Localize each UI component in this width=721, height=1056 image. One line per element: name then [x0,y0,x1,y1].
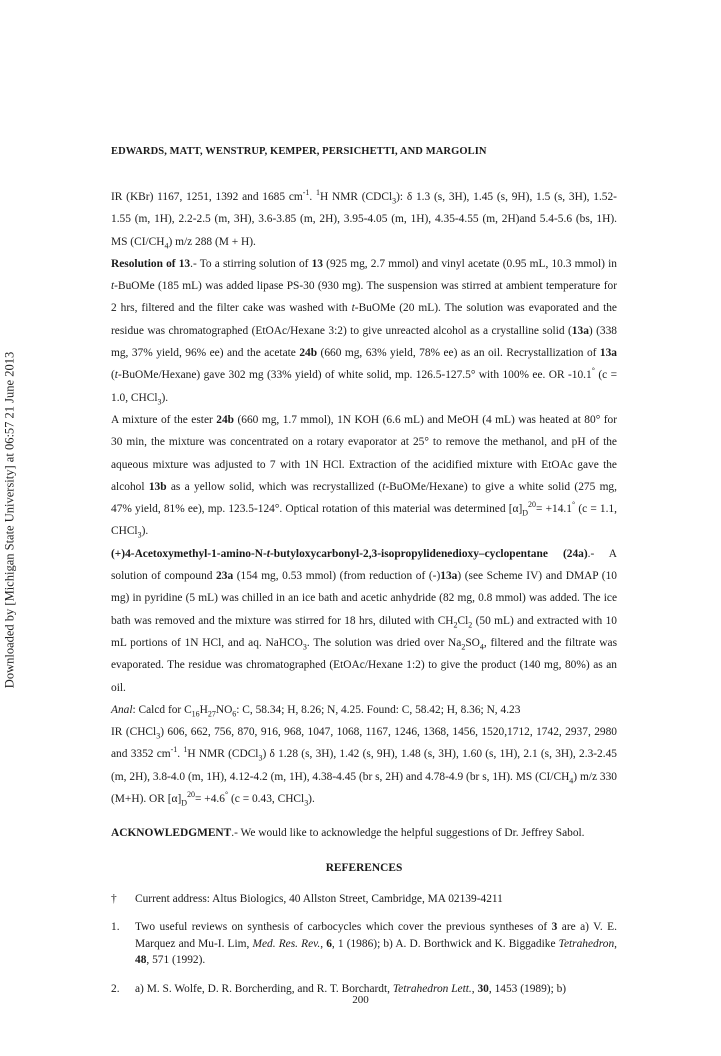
download-watermark [0,240,20,800]
reference-number: 1. [111,921,120,934]
section-heading-acknowledgment: ACKNOWLEDGMENT [111,827,232,840]
paragraph-ir-data-13: IR (KBr) 1167, 1251, 1392 and 1685 $cm^{-1}$. $^1$H NMR (CDCl$_3$): δ 1.3 (s, 3H), 1.45 (s, 9H), 1.5 (s, 3H), 1.52-1.55 (m, 1H), 2.2-2.5 (m, 3H), 3.6-3.85 (m, 2H), 3.95-4.05 (m, 1H), 4.35-4.55 (m, 2H)and 5.4-5.6 (bs, 1H). MS $(CI/CH_4)$ m/z 288 (M + H). [111,188,617,250]
reference-number: 2. [111,982,120,995]
paragraph-ir-data-24a: IR (CHCl$_3$) 606, 662, 756, 870, 916, 968, 1047, 1068, 1167, 1246, 1368, 1456, 1520,1712, 1742, 2937, 2980 and 3352 $cm^{-1}$. $^1$H NMR (CDCl$_3$) δ 1.28 (s, 3H), 1.42 (s, 9H), 1.48 (s, 3H), 1.60 (s, 1H), 2.1 (s, 3H), 2.3-2.45 (m, 2H), 3.8-4.0 (m, 1H), 4.12-4.2 (m, 1H), 4.38-4.45 (br s, 2H) and 4.78-4.9 (br s, 1H). MS $(CI/CH_4)$ m/z 330 (M+H). OR $[\alpha]_D^{20}= +4.6^\circ$ (c = 0.43, CHCl$_3$). [111,726,617,808]
paragraph-compound-24a: (+)4-Acetoxymethyl-1-amino-N-t-butyloxycarbonyl-2,3-isopropylidenedioxy–cyclopentane (24a).- A solution of compound 23a (154 mg, 0.53 mmol) (from reduction of (-)13a) (see Scheme IV) and DMAP (10 mg) in pyridine (5 mL) was chilled in an ice bath and acetic anhydride (82 mg, 0.8 mmol) was added. The ice bath was removed and the mixture was stirred for 18 hrs, diluted with $CH_2Cl_2$ (50 mL) and extracted with 10 mL portions of 1N HCl, and aq. NaHCO$_3$. The solution was dried over $Na_2SO_4$, filtered and the filtrate was evaporated. The residue was chromatographed (EtOAc/Hexane 1:2) to give the product (140 mg, 80%) as an oil. [111,547,617,694]
reference-2: 2. a) M. S. Wolfe, D. R. Borcherding, and R. T. Borchardt, Tetrahedron Lett., 30, 1453 (1989); b) [111,981,617,998]
paragraph-acknowledgment: ACKNOWLEDGMENT.- We would like to acknowledge the helpful suggestions of Dr. Jeffrey Sabol. [111,827,585,840]
article-body [111,186,617,997]
download-watermark-text: Downloaded by [Michigan State University] at 06:57 21 June 2013 [2,351,17,689]
paragraph-anal: Anal: Calcd for $C_{16}H_{27}NO_6$: C, 58.34; H, 8.26; N, 4.25. Found: C, 58.42; H, 8.36; N, 4.23 [111,703,521,719]
section-heading-resolution: Resolution of 13 [111,257,191,270]
section-heading-24a: (+)4-Acetoxymethyl-1-amino-N-t-butyloxycarbonyl-2,3-isopropylidenedioxy–cyclopentane (24a) [111,547,588,560]
running-head: EDWARDS, MATT, WENSTRUP, KEMPER, PERSICHETTI, AND MARGOLIN [111,146,487,157]
paragraph-resolution-13: Resolution of 13.- To a stirring solution of 13 (925 mg, 2.7 mmol) and vinyl acetate (0.95 mL, 10.3 mmol) in t-BuOMe (185 mL) was added lipase PS-30 (930 mg). The suspension was stirred at ambient temperature for 2 hrs, filtered and the filter cake was washed with t-BuOMe (20 mL). The solution was evaporated and the residue was chromatographed (EtOAc/Hexane 3:2) to give unreacted alcohol as a crystalline solid (13a) (338 mg, 37% yield, 96% ee) and the acetate 24b (660 mg, 63% yield, 78% ee) as an oil. Recrystallization of 13a (t-BuOMe/Hexane) gave 302 mg (33% yield) of white solid, mp. 126.5-127.5° with 100% ee. OR -10.1° (c = 1.0, CHCl$_3$). [111,257,617,406]
reference-1: 1. Two useful reviews on synthesis of carbocycles which cover the previous syntheses of 3 are a) V. E. Marquez and Mu-I. Lim, Med. Res. Rev., 6, 1 (1986); b) A. D. Borthwick and K. Biggadike Tetrahedron, 48, 571 (1992). [111,921,617,967]
paragraph-hydrolysis-24b: A mixture of the ester 24b (660 mg, 1.7 mmol), 1N KOH (6.6 mL) and MeOH (4 mL) was heated at 80° for 30 min, the mixture was concentrated on a rotary evaporator at 25° to remove the methanol, and pH of the aqueous mixture was adjusted to 7 with 1N HCl. Extraction of the acidified mixture with EtOAc gave the alcohol 13b as a yellow solid, which was recrystallized (t-BuOMe/Hexane) to give a white solid (275 mg, 47% yield, 81% ee), mp. 123.5-124°. Optical rotation of this material was determined $[\alpha]_D^{20}= +14.1^\circ$ (c = 1.1, CHCl$_3$). [111,413,618,540]
reference-mark: † [111,892,117,905]
reference-dagger: † Current address: Altus Biologics, 40 Allston Street, Cambridge, MA 02139-4211 [111,891,617,908]
page-number: 200 [352,994,369,1006]
references-heading: REFERENCES [325,861,403,874]
